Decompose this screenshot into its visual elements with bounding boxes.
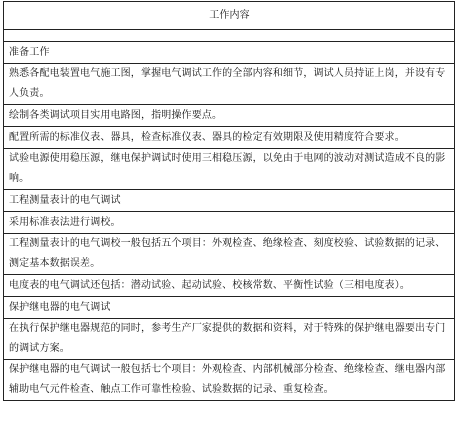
table-row: [4, 127, 455, 149]
table-cell: 熟悉各配电装置电气施工图，掌握电气调试工作的全部内容和细节，调试人员持证上岗，并设有专人负责。: [4, 64, 455, 105]
table-row: [4, 64, 455, 105]
table-row: [4, 360, 455, 401]
table-cell: 在执行保护继电器规范的同时，参考生产厂家提供的数据和资料，对于特殊的保护继电器要出专门的调试方案。: [4, 319, 455, 360]
table-cell: 电度表的电气调试还包括：潜动试验、起动试验、校核常数、平衡性试验（三相电度表）。: [4, 275, 455, 297]
section-heading-preparation: 准备工作: [4, 42, 455, 64]
table-cell: 配置所需的标准仪表、器具，检查标准仪表、器具的检定有效期限及使用精度符合要求。: [4, 127, 455, 149]
table-row: [4, 212, 455, 234]
table-row: [4, 319, 455, 360]
table-cell: 试验电源使用稳压源，继电保护调试时使用三相稳压源，以免由于电网的波动对测试造成不良的影响。: [4, 149, 455, 190]
table-row: [4, 105, 455, 127]
section-heading-relay-calibration: 保护继电器的电气调试: [4, 297, 455, 319]
table-cell: 保护继电器的电气调试一般包括七个项目：外观检查、内部机械部分检查、绝缘检查、继电器内部辅助电气元件检查、触点工作可靠性检验、试验数据的记录、重复检查。: [4, 360, 455, 401]
blank-cell: [4, 30, 455, 42]
table-row: [4, 190, 455, 212]
table-row: [4, 42, 455, 64]
blank-row: [4, 30, 455, 42]
section-heading-meter-calibration: 工程测量表计的电气调试: [4, 190, 455, 212]
table-header-cell: 工作内容: [4, 2, 455, 30]
work-content-table: [3, 1, 455, 401]
table-cell: 绘制各类调试项目实用电路图，指明操作要点。: [4, 105, 455, 127]
table-header-row: [4, 2, 455, 30]
table-cell: 采用标准表法进行调校。: [4, 212, 455, 234]
table-row: [4, 297, 455, 319]
table-row: [4, 275, 455, 297]
table-cell: 工程测量表计的电气调校一般包括五个项目：外观检查、绝缘检查、刻度校验、试验数据的记录、测定基本数据误差。: [4, 234, 455, 275]
table-row: [4, 149, 455, 190]
table-row: [4, 234, 455, 275]
